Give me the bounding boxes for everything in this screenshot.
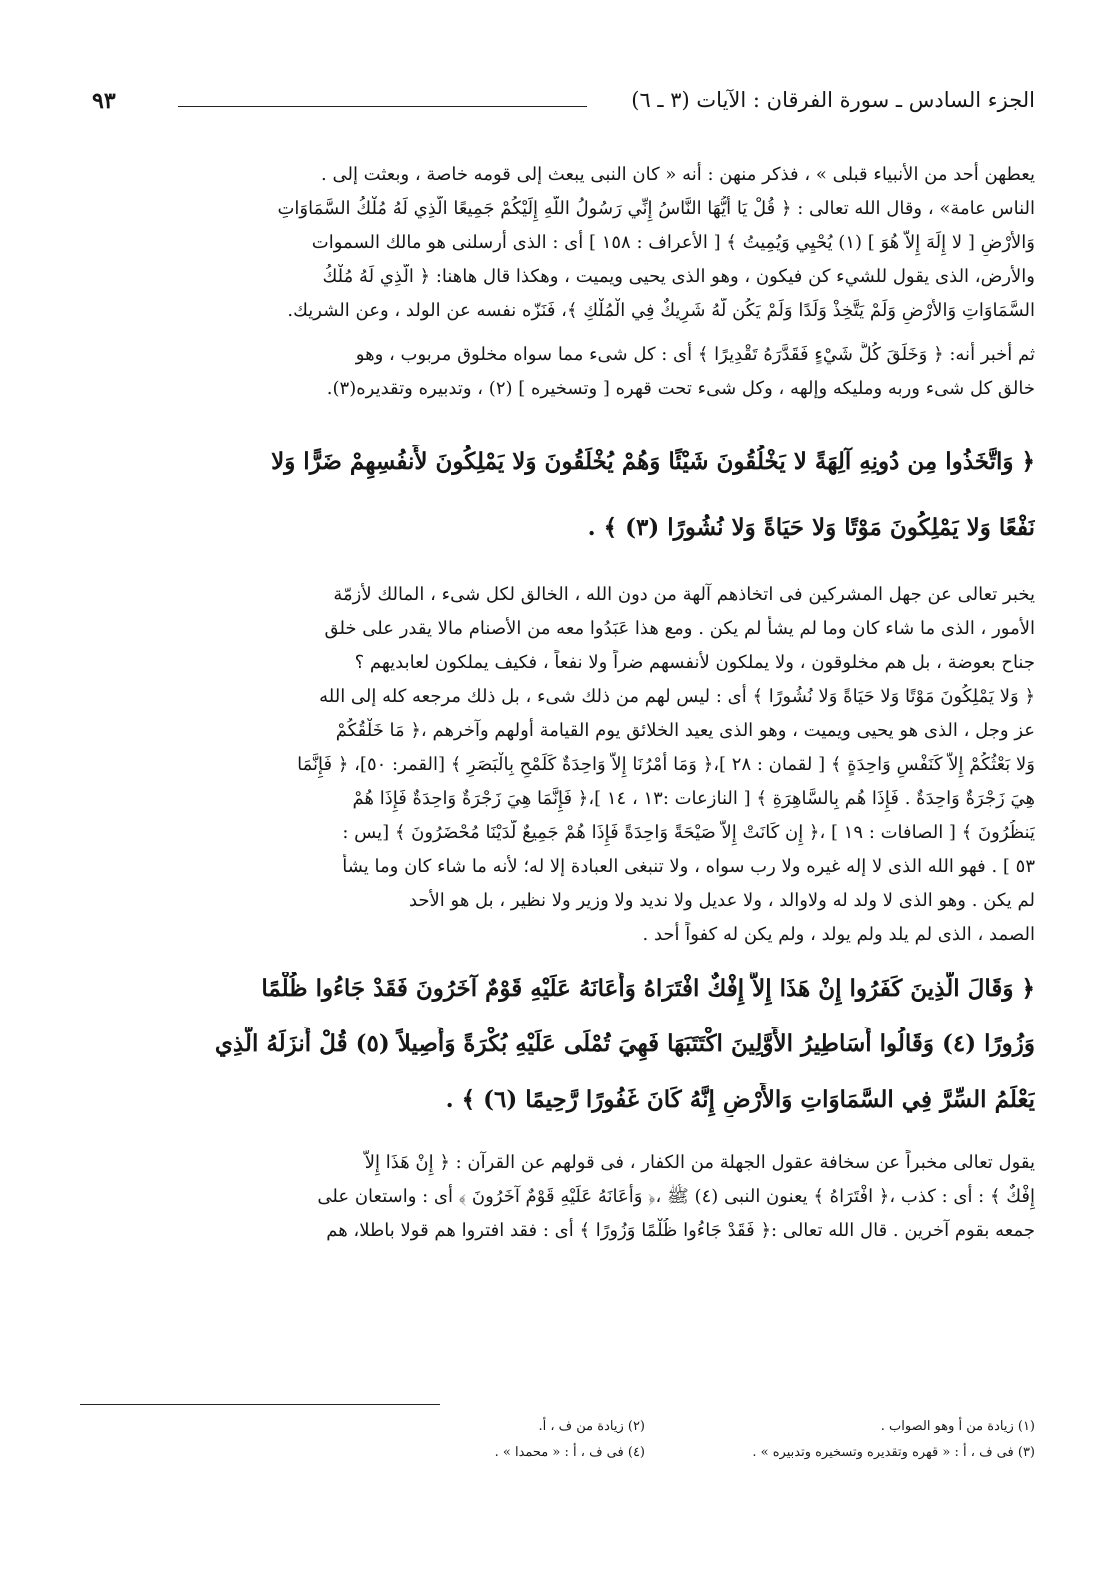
quran-verse-line: يَعْلَمُ السِّرَّ فِي السَّمَاوَاتِ وَالأَرْضِ إِنَّهُ كَانَ غَفُورًا رَّحِيمًا (٦) ﴾ . <box>445 1086 1035 1113</box>
quran-verse-line: ﴿ وَقَالَ الَّذِينَ كَفَرُوا إِنْ هَذَا إِلاَّ إِفْكٌ افْتَرَاهُ وَأَعَانَهُ عَلَيْهِ قَوْمٌ آخَرُونَ فَقَدْ جَاءُوا ظُلْمًا <box>261 975 1035 1002</box>
text-line: الصمد ، الذى لم يلد ولم يولد ، ولم يكن له كفواً أحد . <box>642 924 1035 945</box>
running-header <box>92 84 1035 124</box>
text-line: لم يكن . وهو الذى لا ولد له ولاوالد ، ولا عديل ولا نديد ولا وزير ولا نظير ، بل هو الأحد <box>408 890 1035 911</box>
text-line: إِفْكٌ ﴾ : أى : كذب ،﴿ افْتَرَاهُ ﴾ يعنون النبى (٤) ﷺ ،﴿ وَأَعَانَهُ عَلَيْهِ قَوْمٌ آخَرُونَ ﴾ أى : واستعان على <box>317 1186 1035 1207</box>
page-number: ٩٣ <box>92 88 116 114</box>
header-rule <box>178 106 587 107</box>
quran-verse-line: ﴿ وَاتَّخَذُوا مِن دُونِهِ آلِهَةً لا يَخْلُقُونَ شَيْئًا وَهُمْ يُخْلَقُونَ وَلا يَمْلِكُونَ لأَنفُسِهِمْ ضَرًّا وَلا <box>271 448 1035 475</box>
text-line: عز وجل ، الذى هو يحيى ويميت ، وهو الذى يعيد الخلائق يوم القيامة أولهم وآخرهم ،﴿ مَا خَلْقُكُمْ <box>335 720 1035 741</box>
text-line: الناس عامة» ، وقال الله تعالى : ﴿ قُلْ يَا أَيُّهَا النَّاسُ إِنِّي رَسُولُ اللَّهِ إِلَيْكُمْ جَمِيعًا الَّذِي لَهُ مُلْكُ السَّمَاوَاتِ <box>277 198 1035 219</box>
quran-verse-line: وَزُورًا (٤) وَقَالُوا أَسَاطِيرُ الأَوَّلِينَ اكْتَتَبَهَا فَهِيَ تُمْلَى عَلَيْهِ بُكْرَةً وَأَصِيلاً (٥) قُلْ أَنزَلَهُ الَّذِي <box>214 1030 1035 1057</box>
text-line: ثم أخبر أنه: ﴿ وَخَلَقَ كُلَّ شَيْءٍ فَقَدَّرَهُ تَقْدِيرًا ﴾ أى : كل شىء مما سواه مخلوق مربوب ، وهو <box>355 344 1035 365</box>
text-line: السَّمَاوَاتِ وَالأَرْضِ وَلَمْ يَتَّخِذْ وَلَدًا وَلَمْ يَكُن لَّهُ شَرِيكٌ فِي الْمُلْكِ ﴾، فَنَزّه نفسه عن الولد ، وعن الشريك. <box>287 300 1035 321</box>
text-line: وَلا بَعْثُكُمْ إِلاَّ كَنَفْسٍ وَاحِدَةٍ ﴾ [ لقمان : ٢٨ ]،﴿ وَمَا أَمْرُنَا إِلاَّ وَاحِدَةٌ كَلَمْحٍ بِالْبَصَرِ ﴾ [القمر: ٥٠]، ﴿ فَإِنَّمَا <box>297 754 1035 775</box>
text-line: ﴿ وَلا يَمْلِكُونَ مَوْتًا وَلا حَيَاةً وَلا نُشُورًا ﴾ أى : ليس لهم من ذلك شىء ، بل ذلك مرجعه كله إلى الله <box>319 686 1035 707</box>
text-line: يَنظُرُونَ ﴾ [ الصافات : ١٩ ] ،﴿ إِن كَانَتْ إِلاَّ صَيْحَةً وَاحِدَةً فَإِذَا هُمْ جَمِيعٌ لَّدَيْنَا مُحْضَرُونَ ﴾ [يس : <box>342 822 1035 843</box>
text-line: يقول تعالى مخبراً عن سخافة عقول الجهلة من الكفار ، فى قولهم عن القرآن : ﴿ إِنْ هَذَا إِلاَّ <box>364 1152 1035 1173</box>
text-line: وَالأَرْضِ [ لا إِلَهَ إِلاَّ هُوَ ] (١) يُحْيِي وَيُمِيتُ ﴾ [ الأعراف : ١٥٨ ] أى : الذى أرسلنى هو مالك السموات <box>311 232 1035 253</box>
footnote-1: (١) زيادة من أ وهو الصواب . <box>880 1419 1035 1434</box>
footnote-rule <box>80 1404 440 1405</box>
footnote-3: (٣) فى ف ، أ : « قهره وتقديره وتسخيره وتدبيره » . <box>752 1445 1035 1460</box>
text-line: هِيَ زَجْرَةٌ وَاحِدَةٌ . فَإِذَا هُم بِالسَّاهِرَةِ ﴾ [ النازعات :١٣ ، ١٤ ]،﴿ فَإِنَّمَا هِيَ زَجْرَةٌ وَاحِدَةٌ فَإِذَا هُمْ <box>352 788 1035 809</box>
text-line: ٥٣ ] . فهو الله الذى لا إله غيره ولا رب سواه ، ولا تنبغى العبادة إلا له؛ لأنه ما شاء كان وما يشأ <box>342 856 1035 877</box>
text-line: الأمور ، الذى ما شاء كان وما لم يشأ لم يكن . ومع هذا عَبَدُوا معه من الأصنام مالا يقدر على خلق <box>324 618 1035 639</box>
footnote-4: (٤) فى ف ، أ : « محمدا » . <box>494 1445 645 1460</box>
text-line: جمعه بقوم آخرين . قال الله تعالى :﴿ فَقَدْ جَاءُوا ظُلْمًا وَزُورًا ﴾ أى : فقد افتروا هم قولا باطلا، هم <box>326 1220 1035 1241</box>
footnote-2: (٢) زيادة من ف ، أ. <box>538 1419 645 1434</box>
text-line: خالق كل شىء وربه ومليكه وإلهه ، وكل شىء تحت قهره [ وتسخيره ] (٢) ، وتدبيره وتقديره(٣). <box>326 378 1035 399</box>
text-line: يخبر تعالى عن جهل المشركين فى اتخاذهم آلهة من دون الله ، الخالق لكل شىء ، المالك لأزمّة <box>333 584 1035 605</box>
running-title: الجزء السادس ـ سورة الفرقان : الآيات (٣ ـ ٦) <box>631 88 1035 112</box>
text-line: يعطهن أحد من الأنبياء قبلى » ، فذكر منهن : أنه « كان النبى يبعث إلى قومه خاصة ، وبعثت إلى . <box>321 164 1035 185</box>
text-line: جناح بعوضة ، بل هم مخلوقون ، ولا يملكون لأنفسهم ضراً ولا نفعاً ، فكيف يملكون لعابديهم ؟ <box>354 652 1035 673</box>
quran-verse-line: نَفْعًا وَلا يَمْلِكُونَ مَوْتًا وَلا حَيَاةً وَلا نُشُورًا (٣) ﴾ . <box>587 514 1035 541</box>
text-line: والأرض، الذى يقول للشيء كن فيكون ، وهو الذى يحيى ويميت ، وهكذا قال هاهنا: ﴿ الَّذِي لَهُ مُلْكُ <box>322 266 1035 287</box>
